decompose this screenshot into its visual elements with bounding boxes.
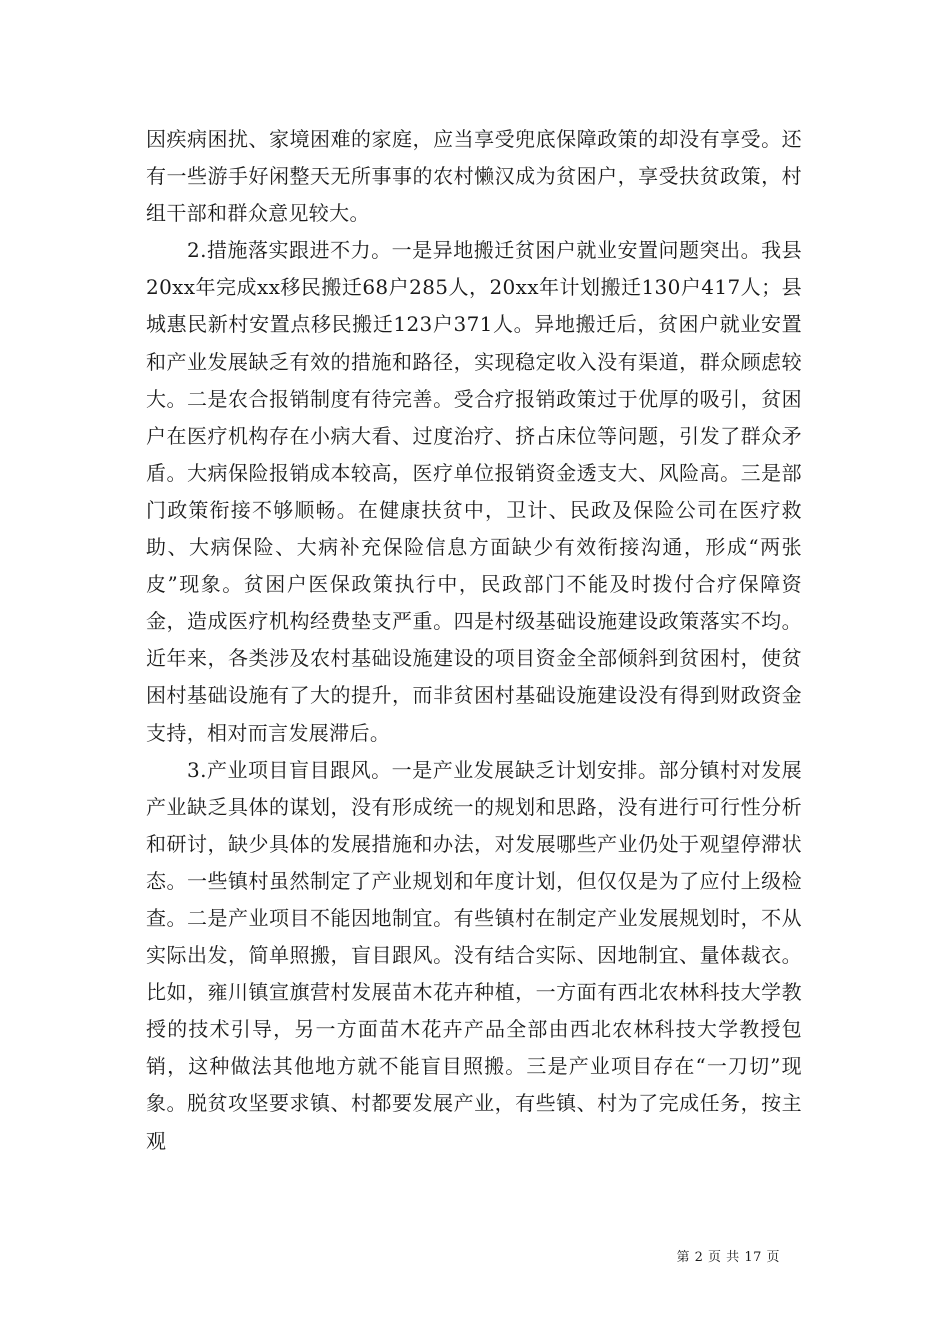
paragraph-continuation: 因疾病困扰、家境困难的家庭，应当享受兜底保障政策的却没有享受。还有一些游手好闲整天无所事事的农村懒汉成为贫困户，享受扶贫政策，村组干部和群众意见较大。 (146, 127, 802, 226)
page-number-footer: 第 2 页 共 17 页 (676, 1250, 780, 1265)
paragraph-section-2: 2.措施落实跟进不力。一是异地搬迁贫困户就业安置问题突出。我县20xx年完成xx移民搬迁68户285人，20xx年计划搬迁130户417人；县城惠民新村安置点移民搬迁123户371人。异地搬迁后，贫困户就业安置和产业发展缺乏有效的措施和路径，实现稳定收入没有渠道，群众顾虑较大。二是农合报销制度有待完善。受合疗报销政策过于优厚的吸引，贫困户在医疗机构存在小病大看、过度治疗、挤占床位等问题，引发了群众矛盾。大病保险报销成本较高，医疗单位报销资金透支大、风险高。三是部门政策衔接不够顺畅。在健康扶贫中，卫计、民政及保险公司在医疗救助、大病保险、大病补充保险信息方面缺少有效衔接沟通，形成“两张皮”现象。贫困户医保政策执行中，民政部门不能及时拨付合疗保障资金，造成医疗机构经费垫支严重。四是村级基础设施建设政策落实不均。近年来，各类涉及农村基础设施建设的项目资金全部倾斜到贫困村，使贫困村基础设施有了大的提升，而非贫困村基础设施建设没有得到财政资金支持，相对而言发展滞后。 (146, 238, 802, 745)
paragraph-section-3: 3.产业项目盲目跟风。一是产业发展缺乏计划安排。部分镇村对发展产业缺乏具体的谋划，没有形成统一的规划和思路，没有进行可行性分析和研讨，缺少具体的发展措施和办法，对发展哪些产业仍处于观望停滞状态。一些镇村虽然制定了产业规划和年度计划，但仅仅是为了应付上级检查。二是产业项目不能因地制宜。有些镇村在制定产业发展规划时，不从实际出发，简单照搬，盲目跟风。没有结合实际、因地制宜、量体裁衣。比如，雍川镇宣旗营村发展苗木花卉种植，一方面有西北农林科技大学教授的技术引导，另一方面苗木花卉产品全部由西北农林科技大学教授包销，这种做法其他地方就不能盲目照搬。三是产业项目存在“一刀切”现象。脱贫攻坚要求镇、村都要发展产业，有些镇、村为了完成任务，按主观 (146, 757, 802, 1153)
document-body (146, 121, 802, 1160)
